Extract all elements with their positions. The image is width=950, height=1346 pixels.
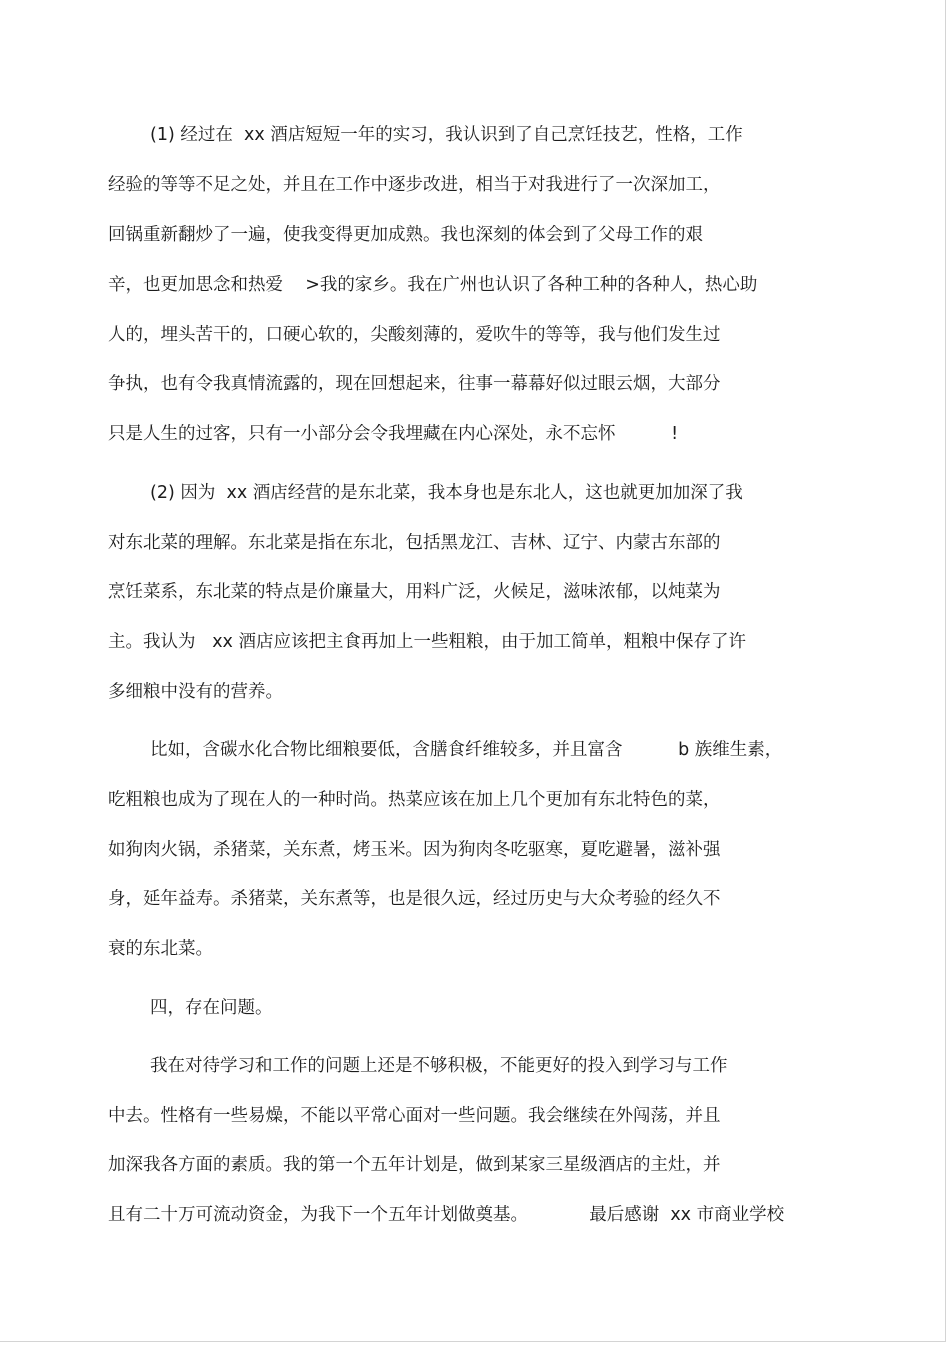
text-line: 身，延年益寿。杀猪菜，关东煮等，也是很久远，经过历史与大众考验的经久不 [108, 889, 721, 909]
text-line: 多细粮中没有的营养。 [108, 682, 283, 702]
text-line: 如狗肉火锅，杀猪菜，关东煮，烤玉米。因为狗肉冬吃驱寒，夏吃避暑，滋补强 [108, 840, 721, 860]
text-line: 加深我各方面的素质。我的第一个五年计划是，做到某家三星级酒店的主灶，并 [108, 1155, 721, 1175]
text-line: 吃粗粮也成为了现在人的一种时尚。热菜应该在加上几个更加有东北特色的菜， [108, 790, 721, 810]
text-line: 对东北菜的理解。东北菜是指在东北，包括黑龙江、吉林、辽宁、内蒙古东部的 [108, 533, 721, 553]
text-line: 比如，含碳水化合物比细粮要低，含膳食纤维较多，并且富含 b 族维生素， [150, 740, 783, 760]
section-heading: 四，存在问题。 [150, 998, 273, 1018]
text-line: 衰的东北菜。 [108, 939, 213, 959]
text-line: 争执，也有令我真情流露的，现在回想起来，往事一幕幕好似过眼云烟，大部分 [108, 374, 721, 394]
text-line: 只是人生的过客，只有一小部分会令我埋藏在内心深处，永不忘怀 ! [108, 424, 679, 444]
text-line: 人的，埋头苦干的，口硬心软的，尖酸刻薄的，爱吹牛的等等，我与他们发生过 [108, 325, 721, 345]
text-line: 经验的等等不足之处，并且在工作中逐步改进，相当于对我进行了一次深加工， [108, 175, 721, 195]
text-line: (1) 经过在 xx 酒店短短一年的实习，我认识到了自己烹饪技艺，性格，工作 [150, 125, 743, 145]
text-line: 主。我认为 xx 酒店应该把主食再加上一些粗粮，由于加工简单，粗粮中保存了许 [108, 632, 746, 652]
text-line: (2) 因为 xx 酒店经营的是东北菜，我本身也是东北人，这也就更加加深了我 [150, 483, 743, 503]
text-line: 烹饪菜系，东北菜的特点是价廉量大，用料广泛，火候足，滋味浓郁，以炖菜为 [108, 582, 721, 602]
text-line: 辛，也更加思念和热爱 >我的家乡。我在广州也认识了各种工种的各种人，热心助 [108, 275, 758, 295]
text-line: 且有二十万可流动资金，为我下一个五年计划做奠基。 最后感谢 xx 市商业学校 [108, 1205, 785, 1225]
text-line: 我在对待学习和工作的问题上还是不够积极，不能更好的投入到学习与工作 [150, 1056, 728, 1076]
text-line: 中去。性格有一些易燥，不能以平常心面对一些问题。我会继续在外闯荡，并且 [108, 1106, 721, 1126]
text-line: 回锅重新翻炒了一遍，使我变得更加成熟。我也深刻的体会到了父母工作的艰 [108, 225, 703, 245]
